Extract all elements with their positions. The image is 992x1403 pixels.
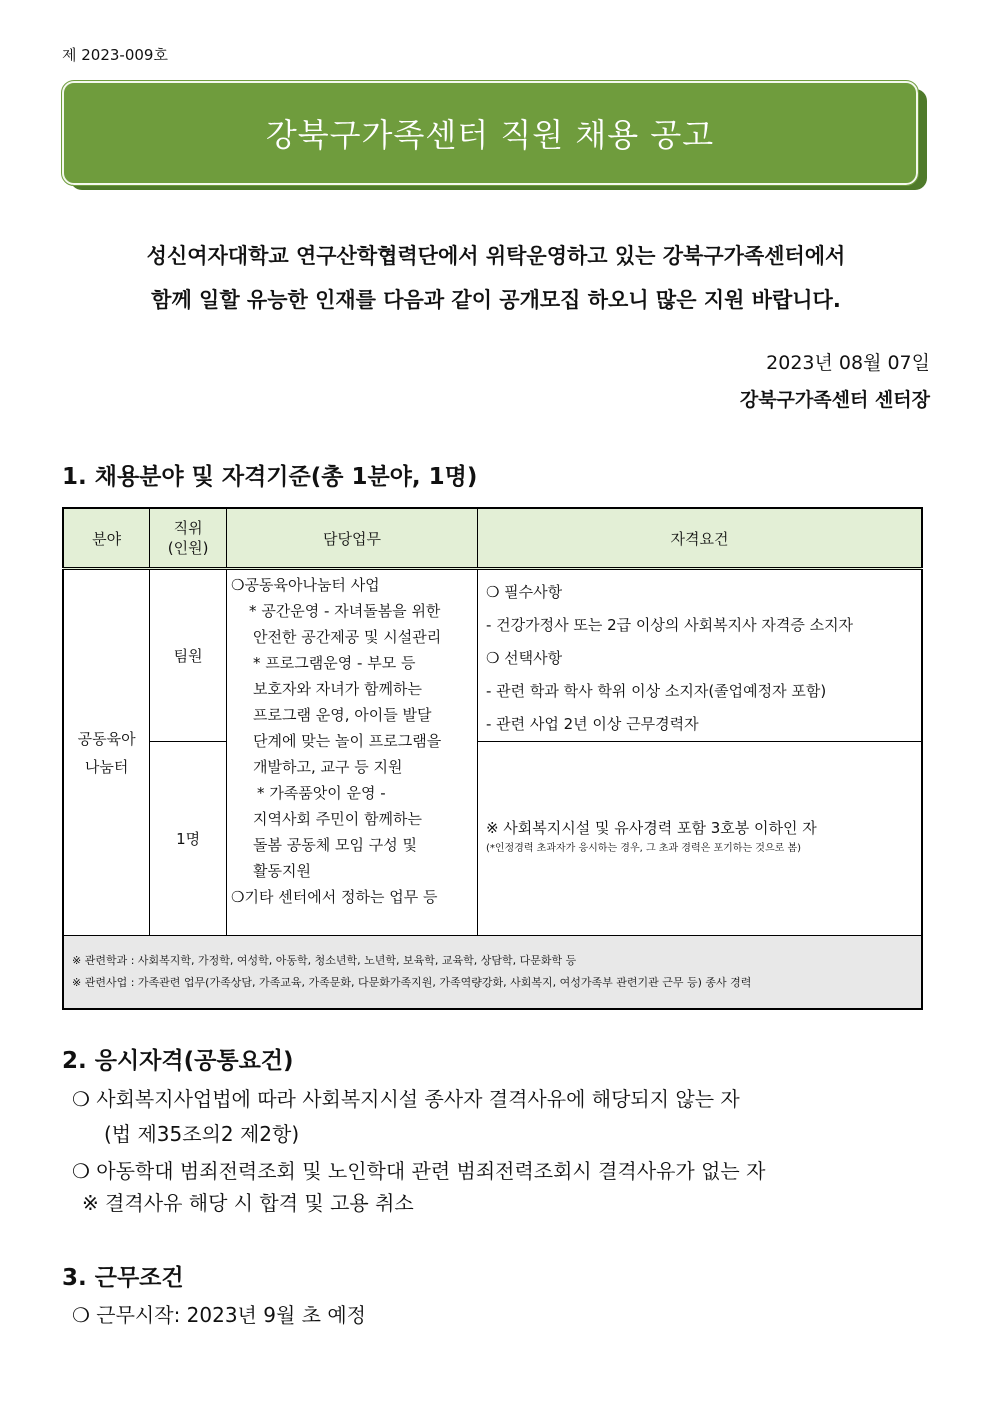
header-position-line1: 직위 — [173, 519, 203, 537]
table-notes-row — [63, 936, 922, 1010]
section-2-heading: 2. 응시자격(공통요건) — [62, 1048, 294, 1074]
document-number: 제 2023-009호 — [62, 46, 168, 64]
eligibility-item-2: ❍ 아동학대 범죄전력조회 및 노인학대 관련 범죄전력조회시 결격사유가 없는 자 — [72, 1159, 766, 1183]
duty-line: 단계에 맞는 놀이 프로그램을 — [253, 732, 442, 750]
qualification-line: - 관련 학과 학사 학위 이상 소지자(졸업예정자 포함) — [485, 682, 827, 700]
title-banner — [62, 81, 918, 185]
duty-line: * 프로그램운영 - 부모 등 — [253, 654, 416, 672]
announcement-date: 2023년 08월 07일 — [766, 352, 930, 374]
duty-line: ❍기타 센터에서 정하는 업무 등 — [231, 888, 438, 906]
table-row — [63, 569, 922, 742]
qualification-line: ❍ 필수사항 — [485, 583, 563, 601]
notes-cell — [63, 936, 922, 1010]
duty-line: 개발하고, 교구 등 지원 — [253, 758, 403, 776]
note-line: ※ 관련학과 : 사회복지학, 가정학, 여성학, 아동학, 청소년학, 노년학, 보육학, 교육학, 상담학, 다문화학 등 — [72, 954, 577, 967]
field-line-1: 공동육아 — [77, 729, 136, 748]
duty-line: 안전한 공간제공 및 시설관리 — [253, 628, 442, 646]
qualification-line: - 관련 사업 2년 이상 근무경력자 — [485, 715, 699, 733]
qualification-line: - 건강가정사 또는 2급 이상의 사회복지사 자격증 소지자 — [485, 616, 854, 634]
experience-note: (*인정경력 초과자가 응시하는 경우, 그 초과 경력은 포기하는 것으로 봄) — [485, 843, 802, 854]
position-cell: 팀원 — [150, 569, 227, 742]
table-header-row — [63, 508, 922, 569]
intro-line-2: 함께 일할 유능한 인재를 다음과 같이 공개모집 하오니 많은 지원 바랍니다. — [151, 288, 841, 312]
header-qualification: 자격요건 — [477, 508, 922, 569]
qualification-cell — [477, 569, 922, 742]
intro-line-1: 성신여자대학교 연구산학협력단에서 위탁운영하고 있는 강북구가족센터에서 — [146, 244, 846, 268]
header-field: 분야 — [63, 508, 150, 569]
recruitment-table — [62, 507, 923, 1010]
section-1-heading: 1. 채용분야 및 자격기준(총 1분야, 1명) — [62, 464, 478, 490]
duty-line: * 가족품앗이 운영 - — [257, 784, 386, 802]
work-condition-item: ❍ 근무시작: 2023년 9월 초 예정 — [72, 1303, 366, 1327]
header-position-line2: (인원) — [167, 539, 209, 557]
signatory: 강북구가족센터 센터장 — [739, 389, 930, 411]
header-duty: 담당업무 — [227, 508, 478, 569]
duty-line: 보호자와 자녀가 함께하는 — [253, 680, 422, 698]
page-title: 강북구가족센터 직원 채용 공고 — [265, 116, 715, 154]
experience-cell — [477, 742, 922, 936]
count-cell: 1명 — [150, 742, 227, 936]
eligibility-item-1: ❍ 사회복지사업법에 따라 사회복지시설 종사자 결격사유에 해당되지 않는 자 — [72, 1087, 740, 1111]
eligibility-item-1-cont: (법 제35조의2 제2항) — [104, 1122, 300, 1146]
eligibility-note: ※ 결격사유 해당 시 합격 및 고용 취소 — [82, 1191, 414, 1215]
duty-line: 프로그램 운영, 아이들 발달 — [253, 706, 432, 724]
duty-line: 활동지원 — [253, 862, 312, 880]
section-3-heading: 3. 근무조건 — [62, 1265, 184, 1291]
duty-line: 돌봄 공동체 모임 구성 및 — [253, 836, 418, 854]
experience-text: ※ 사회복지시설 및 유사경력 포함 3호봉 이하인 자 — [485, 819, 817, 837]
duty-cell — [227, 569, 478, 936]
field-cell — [63, 569, 150, 936]
duty-line: * 공간운영 - 자녀돌봄을 위한 — [249, 602, 441, 620]
field-line-2: 나눔터 — [84, 757, 129, 776]
table-row — [63, 742, 922, 936]
duty-line: ❍공동육아나눔터 사업 — [231, 576, 380, 594]
duty-line: 지역사회 주민이 함께하는 — [253, 810, 422, 828]
note-line: ※ 관련사업 : 가족관련 업무(가족상담, 가족교육, 가족문화, 다문화가족지원, 가족역량강화, 사회복지, 여성가족부 관련기관 근무 등) 종사 경력 — [72, 976, 752, 989]
header-position — [150, 508, 227, 569]
qualification-line: ❍ 선택사항 — [485, 649, 563, 667]
